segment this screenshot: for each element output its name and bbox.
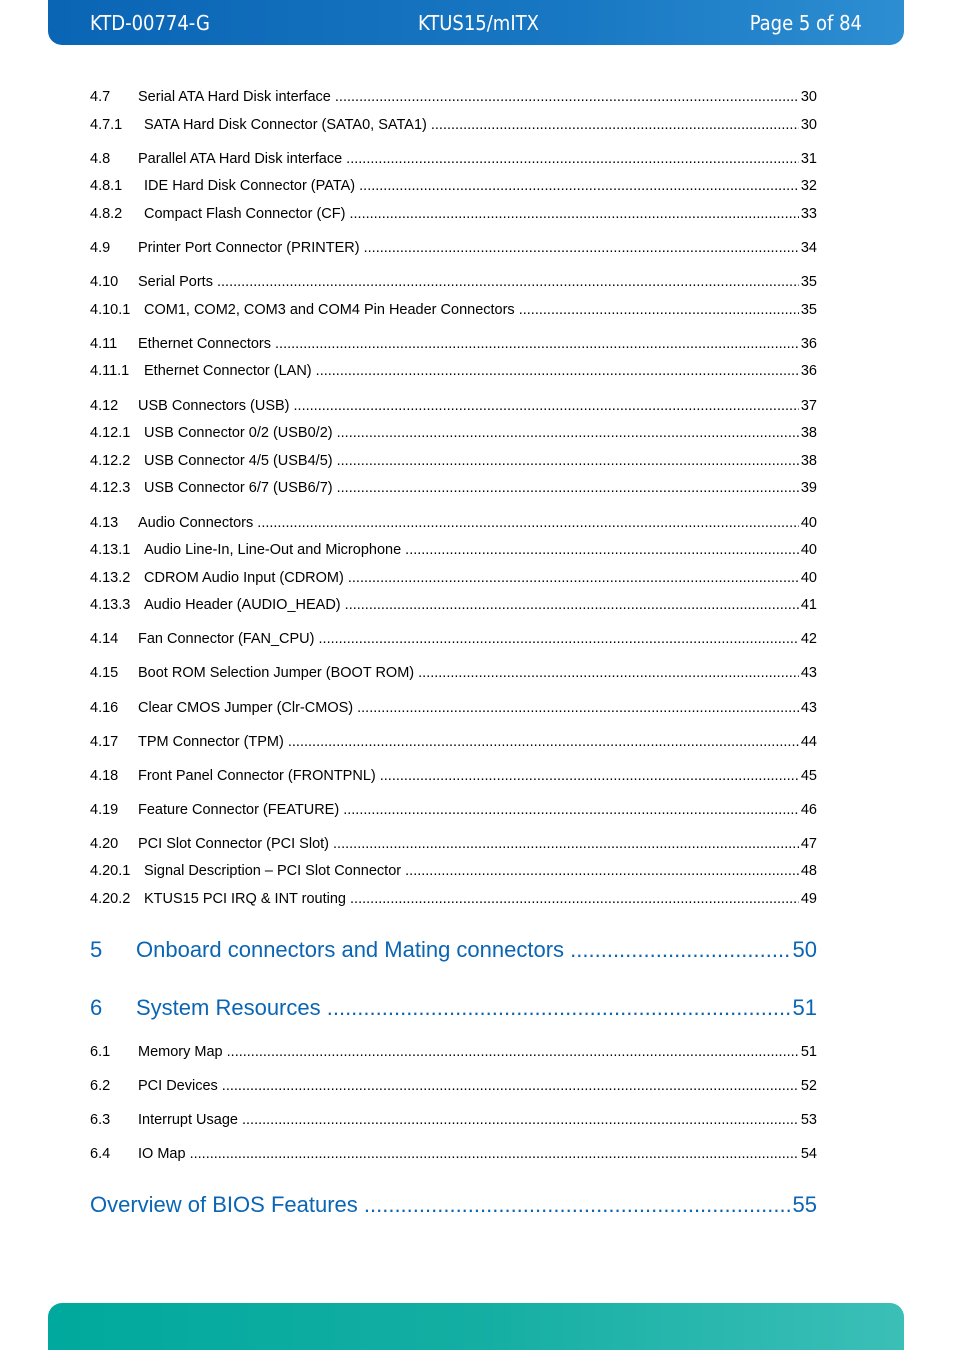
- toc-entry-number: 4.8: [90, 151, 111, 167]
- toc-entry-title: [90, 273, 799, 291]
- toc-entry-number: 6.3: [90, 1112, 111, 1128]
- toc-entry-text: Printer Port Connector (PRINTER): [138, 240, 360, 256]
- toc-entry[interactable]: [90, 1043, 817, 1061]
- toc-entry-text: Compact Flash Connector (CF): [144, 206, 346, 222]
- toc-entry-text: Interrupt Usage: [138, 1112, 238, 1128]
- toc-entry-page: 35: [800, 302, 817, 318]
- toc-entry-text: Parallel ATA Hard Disk interface: [138, 151, 343, 167]
- toc-entry-page: 33: [800, 206, 817, 222]
- toc-entry-text: Audio Header (AUDIO_HEAD): [144, 597, 341, 613]
- toc-entry-text: Ethernet Connectors: [138, 336, 271, 352]
- toc-entry-page: 47: [800, 836, 817, 852]
- toc-entry-title: [90, 699, 799, 717]
- toc-entry[interactable]: [90, 150, 817, 168]
- toc-entry-title: [90, 362, 799, 380]
- toc-entry-text: PCI Devices: [138, 1078, 218, 1094]
- toc-entry-page: 42: [800, 631, 817, 647]
- toc-entry-number: 4.8.2: [90, 206, 123, 222]
- toc-entry[interactable]: [90, 767, 817, 785]
- toc-entry-number: 6.1: [90, 1044, 111, 1060]
- toc-entry-page: 48: [800, 863, 817, 879]
- toc-entry-number: 5: [90, 937, 103, 962]
- toc-entry-title: [90, 890, 799, 908]
- page-number: Page 5 of 84: [749, 11, 862, 35]
- toc-entry-text: IDE Hard Disk Connector (PATA): [144, 178, 356, 194]
- toc-entry-title: [90, 301, 799, 319]
- toc-entry-title: [90, 424, 799, 442]
- toc-entry[interactable]: [90, 936, 817, 964]
- toc-entry[interactable]: [90, 335, 817, 353]
- toc-entry-number: 4.18: [90, 768, 119, 784]
- toc-entry[interactable]: [90, 424, 817, 442]
- toc-entry-number: 6.2: [90, 1078, 111, 1094]
- toc-entry-text: TPM Connector (TPM): [138, 734, 284, 750]
- toc-entry-text: COM1, COM2, COM3 and COM4 Pin Header Connectors: [144, 302, 515, 318]
- toc-entry-title: [90, 452, 799, 470]
- toc-entry-title: [90, 116, 799, 134]
- toc-entry-page: 38: [800, 453, 817, 469]
- toc-entry-number: 4.8.1: [90, 178, 123, 194]
- toc-entry[interactable]: [90, 890, 817, 908]
- toc-entry-text: IO Map: [138, 1146, 186, 1162]
- toc-entry-number: 4.20: [90, 836, 119, 852]
- toc-entry-text: Overview of BIOS Features: [90, 1192, 358, 1217]
- toc-entry-number: 4.12: [90, 398, 119, 414]
- toc-entry-number: 4.20.1: [90, 863, 131, 879]
- toc-entry-text: Signal Description – PCI Slot Connector: [144, 863, 402, 879]
- toc-entry-text: Serial ATA Hard Disk interface: [138, 89, 331, 105]
- toc-entry-text: Ethernet Connector (LAN): [144, 363, 312, 379]
- toc-entry[interactable]: [90, 452, 817, 470]
- toc-entry-number: 4.13: [90, 515, 119, 531]
- toc-entry[interactable]: [90, 1077, 817, 1095]
- toc-entry-title: [90, 541, 799, 559]
- toc-entry[interactable]: [90, 801, 817, 819]
- toc-entry-page: 35: [800, 274, 817, 290]
- toc-entry[interactable]: [90, 862, 817, 880]
- toc-entry-title: [90, 630, 799, 648]
- toc-entry-title: [90, 479, 799, 497]
- page-footer-bar: [48, 1303, 904, 1350]
- toc-entry-page: 31: [800, 151, 817, 167]
- toc-entry-page: 30: [800, 117, 817, 133]
- toc-entry-page: 41: [800, 597, 817, 613]
- toc-entry[interactable]: [90, 541, 817, 559]
- toc-entry-title: [90, 177, 799, 195]
- toc-entry-page: 34: [800, 240, 817, 256]
- toc-entry-text: Fan Connector (FAN_CPU): [138, 631, 315, 647]
- toc-entry-page: 50: [792, 937, 817, 962]
- toc-entry-title: [90, 1077, 799, 1095]
- toc-entry-number: 4.9: [90, 240, 111, 256]
- toc-entry[interactable]: [90, 88, 817, 106]
- toc-entry[interactable]: [90, 1191, 817, 1219]
- toc-entry-text: Audio Line-In, Line-Out and Microphone: [144, 542, 402, 558]
- toc-entry-text: Audio Connectors: [138, 515, 254, 531]
- toc-entry-title: [90, 335, 799, 353]
- toc-entry[interactable]: [90, 397, 817, 415]
- toc-entry-title: [90, 1145, 799, 1163]
- toc-entry-number: 6: [90, 995, 103, 1020]
- toc-entry[interactable]: [90, 116, 817, 134]
- toc-entry-number: 4.13.3: [90, 597, 131, 613]
- toc-entry[interactable]: [90, 1111, 817, 1129]
- toc-entry-title: [90, 767, 799, 785]
- toc-entry-page: 37: [800, 398, 817, 414]
- toc-entry-title: [90, 397, 799, 415]
- toc-entry-title: [90, 801, 799, 819]
- toc-entry[interactable]: [90, 664, 817, 682]
- toc-entry-page: 54: [800, 1146, 817, 1162]
- toc-entry-number: 4.7.1: [90, 117, 123, 133]
- toc-entry-page: 30: [800, 89, 817, 105]
- toc-entry-text: KTUS15 PCI IRQ & INT routing: [144, 891, 346, 907]
- toc-entry-number: 4.19: [90, 802, 119, 818]
- toc-entry-page: 40: [800, 515, 817, 531]
- toc-entry-text: USB Connector 4/5 (USB4/5): [144, 453, 333, 469]
- toc-entry-number: 4.13.1: [90, 542, 131, 558]
- toc-entry-title: [90, 88, 799, 106]
- toc-entry-title: [90, 1111, 799, 1129]
- toc-entry[interactable]: [90, 362, 817, 380]
- toc-entry[interactable]: [90, 205, 817, 223]
- toc-entry[interactable]: [90, 699, 817, 717]
- toc-entry-text: USB Connector 0/2 (USB0/2): [144, 425, 333, 441]
- toc-entry-title: [90, 835, 799, 853]
- toc-entry-page: 49: [800, 891, 817, 907]
- toc-entry-text: Feature Connector (FEATURE): [138, 802, 340, 818]
- toc-entry[interactable]: [90, 630, 817, 648]
- toc-entry-page: 36: [800, 363, 817, 379]
- toc-entry-page: 53: [800, 1112, 817, 1128]
- toc-entry-title: [90, 150, 799, 168]
- toc-entry-page: 32: [800, 178, 817, 194]
- toc-entry-text: Serial Ports: [138, 274, 213, 290]
- toc-entry-text: System Resources: [136, 995, 321, 1020]
- toc-entry[interactable]: [90, 596, 817, 614]
- toc-entry-page: 52: [800, 1078, 817, 1094]
- product-name: KTUS15/mITX: [418, 11, 539, 35]
- toc-entry-text: Memory Map: [138, 1044, 223, 1060]
- toc-entry-page: 44: [800, 734, 817, 750]
- toc-entry-text: USB Connectors (USB): [138, 398, 290, 414]
- toc-entry-number: 4.15: [90, 665, 119, 681]
- toc-entry[interactable]: [90, 835, 817, 853]
- toc-entry-title: [90, 205, 799, 223]
- toc-entry[interactable]: [90, 239, 817, 257]
- toc-entry-page: 40: [800, 570, 817, 586]
- toc-entry-number: 4.7: [90, 89, 111, 105]
- toc-entry-page: 55: [792, 1192, 817, 1217]
- toc-entry[interactable]: [90, 177, 817, 195]
- toc-entry-number: 4.14: [90, 631, 119, 647]
- toc-entry-page: 43: [800, 665, 817, 681]
- toc-entry-number: 4.13.2: [90, 570, 131, 586]
- toc-entry-number: 4.17: [90, 734, 119, 750]
- toc-entry-text: CDROM Audio Input (CDROM): [144, 570, 344, 586]
- toc-entry[interactable]: [90, 301, 817, 319]
- toc-entry-text: Clear CMOS Jumper (Clr-CMOS): [138, 700, 354, 716]
- toc-entry-page: 40: [800, 542, 817, 558]
- toc-entry-number: 4.10.1: [90, 302, 131, 318]
- toc-entry-title: [90, 936, 791, 964]
- toc-entry-text: USB Connector 6/7 (USB6/7): [144, 480, 333, 496]
- toc-entry-page: 36: [800, 336, 817, 352]
- toc-entry[interactable]: [90, 994, 817, 1022]
- toc-entry-number: 4.12.1: [90, 425, 131, 441]
- toc-entry-title: [90, 239, 799, 257]
- toc-entry-title: [90, 514, 799, 532]
- toc-entry-number: 4.12.2: [90, 453, 131, 469]
- toc-entry-title: [90, 994, 791, 1022]
- toc-entry-text: Front Panel Connector (FRONTPNL): [138, 768, 376, 784]
- toc-entry-number: 6.4: [90, 1146, 111, 1162]
- toc-entry-text: Boot ROM Selection Jumper (BOOT ROM): [138, 665, 415, 681]
- toc-entry-page: 51: [792, 995, 817, 1020]
- toc-entry-title: [90, 664, 799, 682]
- toc-entry-number: 4.20.2: [90, 891, 131, 907]
- toc-entry[interactable]: [90, 479, 817, 497]
- toc-entry-number: 4.11.1: [90, 363, 130, 379]
- toc-entry-number: 4.10: [90, 274, 119, 290]
- toc-entry-number: 4.12.3: [90, 480, 131, 496]
- toc-entry[interactable]: [90, 569, 817, 587]
- toc-entry-page: 39: [800, 480, 817, 496]
- toc-entry-text: SATA Hard Disk Connector (SATA0, SATA1): [144, 117, 427, 133]
- toc-entry-page: 51: [800, 1044, 817, 1060]
- toc-entry-title: [90, 1043, 799, 1061]
- toc-entry-text: PCI Slot Connector (PCI Slot): [138, 836, 329, 852]
- toc-entry-page: 38: [800, 425, 817, 441]
- toc-entry-title: [90, 1191, 791, 1219]
- toc-entry[interactable]: [90, 514, 817, 532]
- document-id: KTD-00774-G: [90, 11, 210, 35]
- toc-entry-title: [90, 733, 799, 751]
- toc-entry-title: [90, 862, 799, 880]
- toc-entry-text: Onboard connectors and Mating connectors: [136, 937, 565, 962]
- toc-entry-number: 4.16: [90, 700, 119, 716]
- toc-entry[interactable]: [90, 1145, 817, 1163]
- toc-entry-page: 43: [800, 700, 817, 716]
- toc-entry-page: 46: [800, 802, 817, 818]
- toc-entry[interactable]: [90, 733, 817, 751]
- toc-entry-title: [90, 596, 799, 614]
- toc-entry-number: 4.11: [90, 336, 118, 352]
- toc-entry-page: 45: [800, 768, 817, 784]
- toc-entry-title: [90, 569, 799, 587]
- toc-entry[interactable]: [90, 273, 817, 291]
